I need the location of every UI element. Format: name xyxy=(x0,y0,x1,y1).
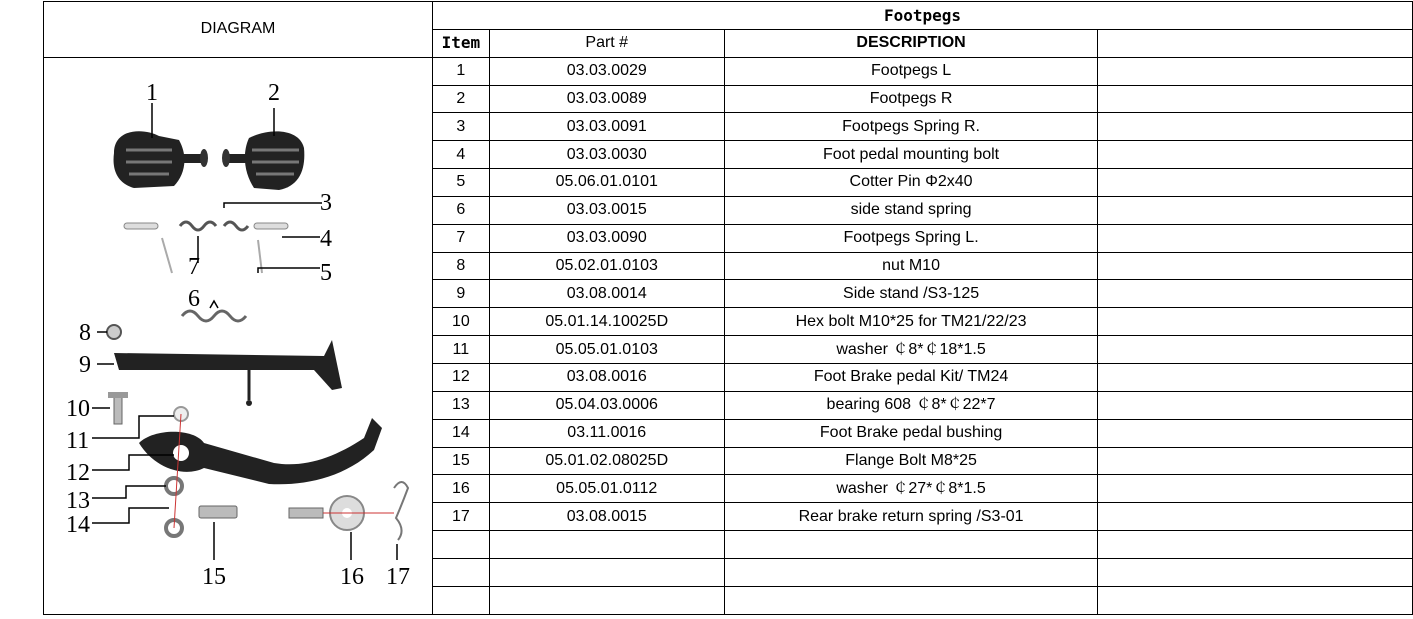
empty-row-cell xyxy=(433,558,490,586)
table-row-description: bearing 608 ￠8*￠22*7 xyxy=(724,391,1098,419)
exploded-parts-diagram xyxy=(44,58,432,610)
table-row-item: 14 xyxy=(433,419,490,447)
footpeg-right-drawing xyxy=(222,131,304,190)
side-stand-drawing xyxy=(107,325,342,424)
table-row-part: 03.03.0029 xyxy=(489,57,724,85)
table-row-description: nut M10 xyxy=(724,252,1098,280)
table-row-part: 03.03.0015 xyxy=(489,196,724,224)
callout-11: 11 xyxy=(66,427,90,454)
table-row-part: 03.03.0091 xyxy=(489,113,724,141)
table-row-blank xyxy=(1098,196,1413,224)
table-row-description: Rear brake return spring /S3-01 xyxy=(724,503,1098,531)
empty-row-cell xyxy=(433,586,490,614)
table-row-item: 4 xyxy=(433,141,490,169)
table-row-item: 6 xyxy=(433,196,490,224)
callout-9: 9 xyxy=(79,351,91,378)
table-row-blank xyxy=(1098,336,1413,364)
table-row-item: 12 xyxy=(433,363,490,391)
empty-row-cell xyxy=(1098,531,1413,559)
callout-10: 10 xyxy=(66,395,90,422)
table-row-blank xyxy=(1098,57,1413,85)
diagram-cell xyxy=(44,57,433,614)
table-row-blank xyxy=(1098,308,1413,336)
table-row-blank xyxy=(1098,224,1413,252)
table-row-item: 5 xyxy=(433,169,490,197)
column-header-description: DESCRIPTION xyxy=(724,30,1098,58)
table-row-part: 03.03.0090 xyxy=(489,224,724,252)
table-row-part: 03.08.0014 xyxy=(489,280,724,308)
callout-5: 5 xyxy=(320,259,332,286)
table-row-description: washer ￠27*￠8*1.5 xyxy=(724,475,1098,503)
table-row-blank xyxy=(1098,363,1413,391)
callout-17: 17 xyxy=(386,563,410,590)
table-row-description: Flange Bolt M8*25 xyxy=(724,447,1098,475)
callout-1: 1 xyxy=(146,79,158,106)
table-row-blank xyxy=(1098,280,1413,308)
callout-7: 7 xyxy=(188,253,200,280)
table-row-part: 05.04.03.0006 xyxy=(489,391,724,419)
column-header-part: Part # xyxy=(489,30,724,58)
table-row-description: Footpegs L xyxy=(724,57,1098,85)
callout-14: 14 xyxy=(66,511,90,538)
brake-pedal-drawing xyxy=(139,407,408,540)
footpeg-left-drawing xyxy=(114,131,208,188)
callout-4: 4 xyxy=(320,225,332,252)
empty-row-cell xyxy=(724,586,1098,614)
callout-8: 8 xyxy=(79,319,91,346)
callout-2: 2 xyxy=(268,79,280,106)
column-header-item: Item xyxy=(433,30,490,58)
column-header-blank xyxy=(1098,30,1413,58)
table-row-item: 8 xyxy=(433,252,490,280)
table-row-part: 03.03.0030 xyxy=(489,141,724,169)
table-row-part: 05.01.02.08025D xyxy=(489,447,724,475)
table-row-description: Foot pedal mounting bolt xyxy=(724,141,1098,169)
table-row-part: 05.06.01.0101 xyxy=(489,169,724,197)
callout-15: 15 xyxy=(202,563,226,590)
callout-6: 6 xyxy=(188,285,200,312)
empty-row-cell xyxy=(1098,586,1413,614)
table-row-blank xyxy=(1098,169,1413,197)
table-row-part: 05.01.14.10025D xyxy=(489,308,724,336)
table-row-item: 17 xyxy=(433,503,490,531)
diagram-header: DIAGRAM xyxy=(44,2,433,58)
table-row-description: Hex bolt M10*25 for TM21/22/23 xyxy=(724,308,1098,336)
table-row-description: Footpegs Spring L. xyxy=(724,224,1098,252)
table-row-item: 15 xyxy=(433,447,490,475)
table-row-description: Footpegs Spring R. xyxy=(724,113,1098,141)
parts-table xyxy=(43,1,1413,615)
table-row-blank xyxy=(1098,85,1413,113)
callout-13: 13 xyxy=(66,487,90,514)
table-row-part: 03.08.0015 xyxy=(489,503,724,531)
table-row-item: 3 xyxy=(433,113,490,141)
table-row-item: 13 xyxy=(433,391,490,419)
empty-row-cell xyxy=(489,558,724,586)
callout-3: 3 xyxy=(320,189,332,216)
empty-row-cell xyxy=(433,531,490,559)
callout-16: 16 xyxy=(340,563,364,590)
table-row-item: 9 xyxy=(433,280,490,308)
table-row-part: 05.02.01.0103 xyxy=(489,252,724,280)
table-row-item: 2 xyxy=(433,85,490,113)
table-row-blank xyxy=(1098,252,1413,280)
table-row-description: Foot Brake pedal Kit/ TM24 xyxy=(724,363,1098,391)
section-title: Footpegs xyxy=(433,2,1413,30)
table-row-part: 03.11.0016 xyxy=(489,419,724,447)
empty-row-cell xyxy=(489,531,724,559)
table-row-item: 10 xyxy=(433,308,490,336)
table-row-part: 03.03.0089 xyxy=(489,85,724,113)
table-row-item: 16 xyxy=(433,475,490,503)
table-row-description: side stand spring xyxy=(724,196,1098,224)
table-row-item: 1 xyxy=(433,57,490,85)
table-row-description: Side stand /S3-125 xyxy=(724,280,1098,308)
table-row-blank xyxy=(1098,141,1413,169)
table-row-part: 03.08.0016 xyxy=(489,363,724,391)
table-row-part: 05.05.01.0112 xyxy=(489,475,724,503)
spring-and-pin-drawings xyxy=(124,222,288,321)
table-row-blank xyxy=(1098,113,1413,141)
empty-row-cell xyxy=(489,586,724,614)
table-row-blank xyxy=(1098,447,1413,475)
table-row-description: Footpegs R xyxy=(724,85,1098,113)
table-row-description: Cotter Pin Φ2x40 xyxy=(724,169,1098,197)
table-row-item: 11 xyxy=(433,336,490,364)
table-row-blank xyxy=(1098,503,1413,531)
table-row-blank xyxy=(1098,419,1413,447)
table-row-blank xyxy=(1098,391,1413,419)
table-row-part: 05.05.01.0103 xyxy=(489,336,724,364)
parts-sheet xyxy=(43,1,1413,615)
table-row-blank xyxy=(1098,475,1413,503)
table-row-item: 7 xyxy=(433,224,490,252)
table-row-description: Foot Brake pedal bushing xyxy=(724,419,1098,447)
empty-row-cell xyxy=(1098,558,1413,586)
table-row-description: washer ￠8*￠18*1.5 xyxy=(724,336,1098,364)
empty-row-cell xyxy=(724,531,1098,559)
empty-row-cell xyxy=(724,558,1098,586)
callout-12: 12 xyxy=(66,459,90,486)
